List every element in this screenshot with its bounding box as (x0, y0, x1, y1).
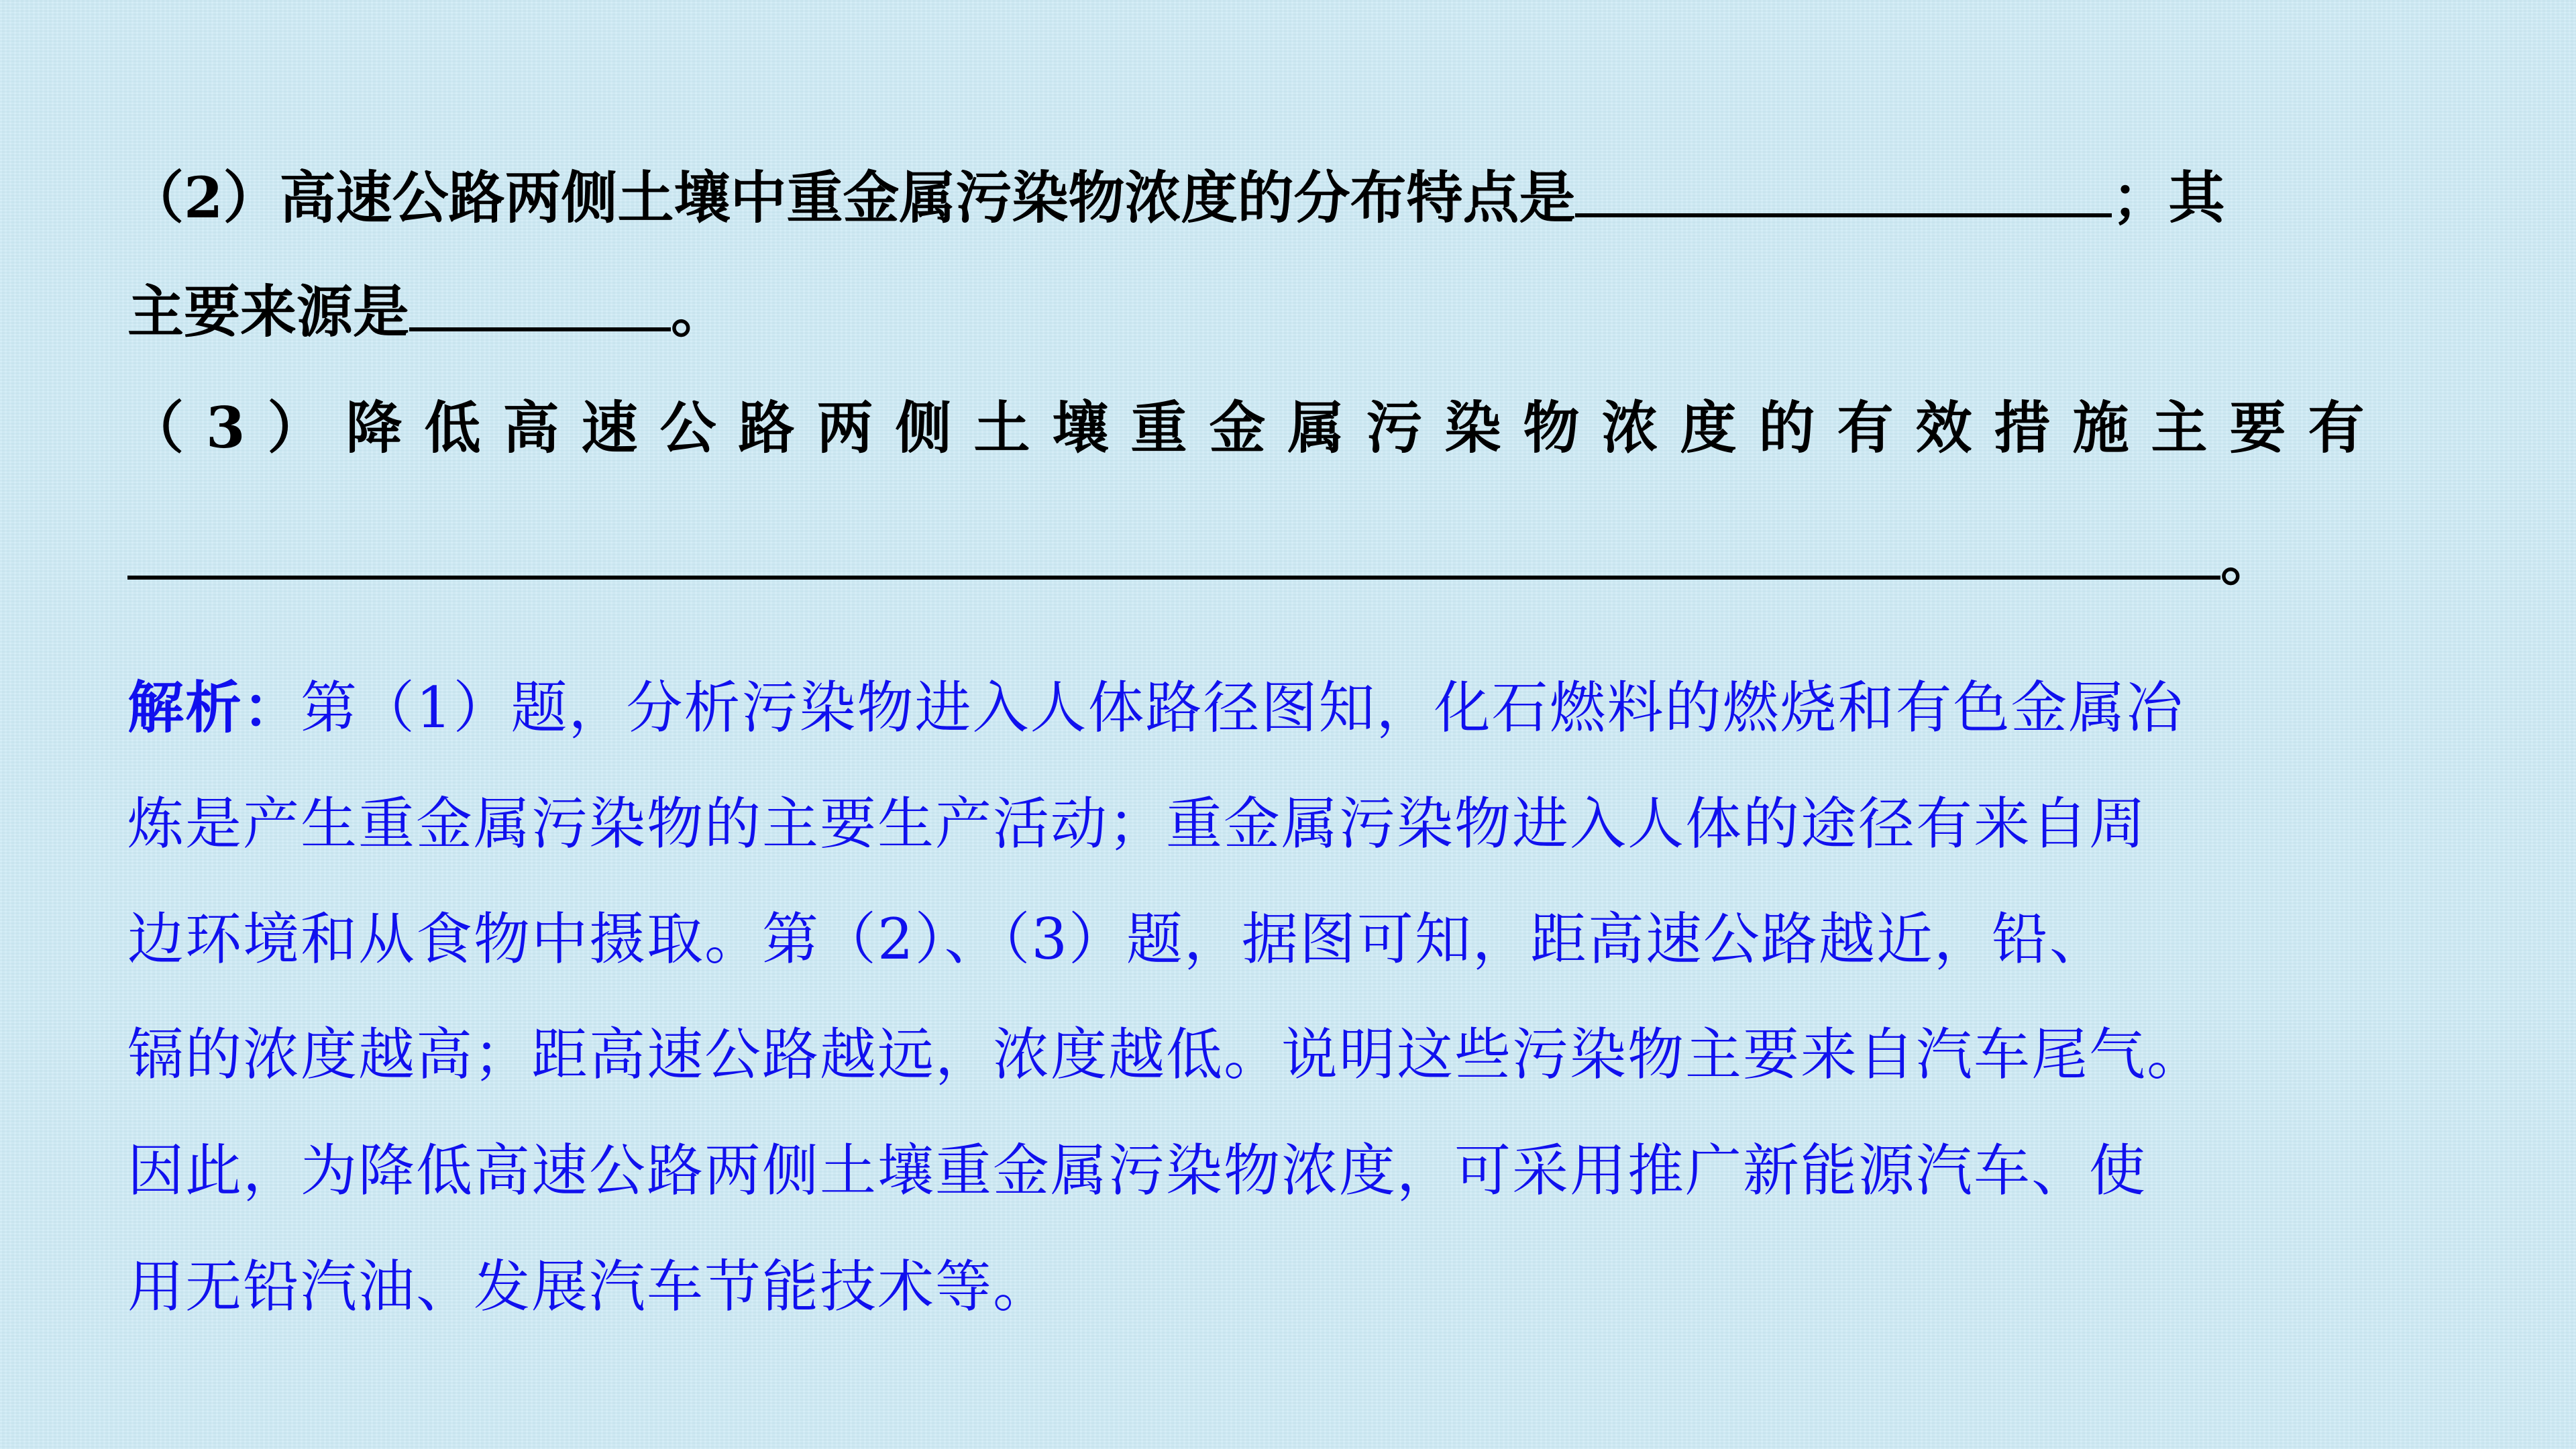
question-3-stem: （3）降低高速公路两侧土壤重金属污染物浓度的有效措施主要有 (127, 394, 2387, 461)
analysis-line-1 (127, 674, 2449, 741)
analysis-line-2 (127, 790, 2449, 857)
answer-blank-source[interactable] (409, 275, 671, 331)
question-2-line-2 (127, 275, 2449, 345)
question-2-line-2-tail: 。 (671, 278, 728, 345)
analysis-text-2: 炼是产生重金属污染物的主要生产活动；重金属污染物进入人体的途径有来自周 (127, 791, 2147, 857)
analysis-line-5 (127, 1137, 2449, 1204)
analysis-line-3 (127, 906, 2449, 973)
question-2-stem: （2）高速公路两侧土壤中重金属污染物浓度的分布特点是 (127, 164, 1576, 231)
question-2-source-prompt: 主要来源是 (127, 278, 410, 345)
analysis-label: 解析： (127, 675, 301, 741)
analysis-text-6: 用无铅汽油、发展汽车节能技术等。 (127, 1254, 1051, 1320)
analysis-text-5: 因此，为降低高速公路两侧土壤重金属污染物浓度，可采用推广新能源汽车、使 (127, 1138, 2147, 1203)
analysis-text-4: 镉的浓度越高；距高速公路越远，浓度越低。说明这些污染物主要来自汽车尾气。 (127, 1022, 2205, 1087)
question-2-line-1-tail: ；其 (2112, 164, 2225, 231)
question-3-line-1 (127, 394, 2449, 462)
analysis-text-1: 第（1）题，分析污染物进入人体路径图知，化石燃料的燃烧和有色金属冶 (301, 675, 2184, 741)
question-3-line-2 (127, 523, 2449, 594)
answer-blank-distribution[interactable] (1575, 161, 2112, 217)
question-3-line-2-tail: 。 (2220, 527, 2277, 593)
question-2-line-1 (127, 161, 2449, 231)
analysis-line-6 (127, 1253, 2449, 1320)
analysis-text-3: 边环境和从食物中摄取。第（2）、（3）题，据图可知，距高速公路越近，铅、 (127, 906, 2107, 972)
analysis-line-4 (127, 1021, 2449, 1088)
answer-blank-measures[interactable] (127, 523, 2220, 580)
